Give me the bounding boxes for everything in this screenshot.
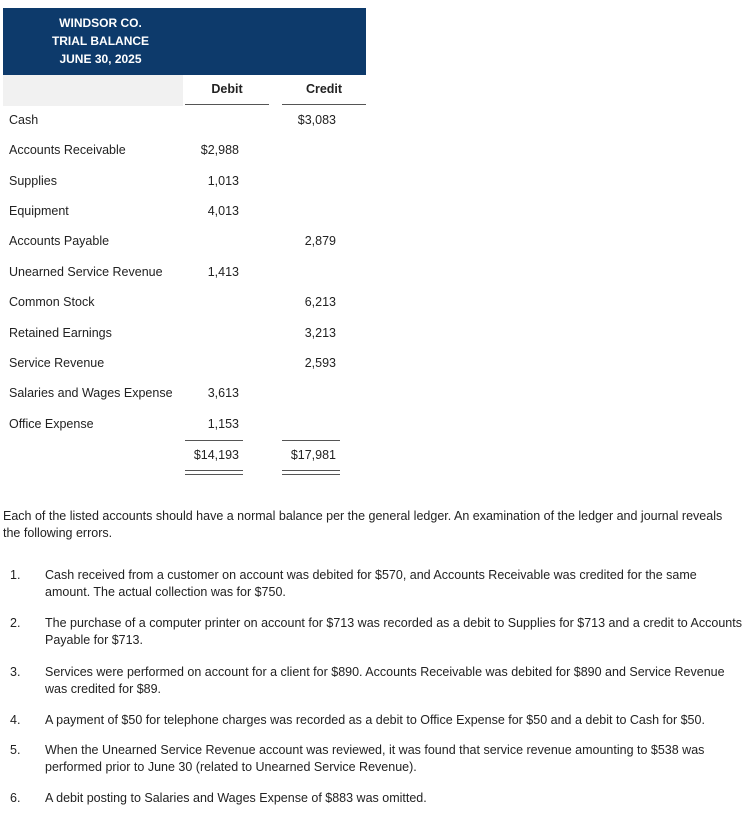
company-name: WINDSOR CO. bbox=[59, 16, 142, 30]
debit-amount: 1,013 bbox=[207, 174, 239, 188]
credit-amount: $3,083 bbox=[297, 113, 336, 127]
debit-double-rule bbox=[185, 470, 243, 475]
credit-amount: 2,879 bbox=[304, 234, 336, 248]
account-name: Cash bbox=[9, 113, 39, 127]
account-name: Service Revenue bbox=[9, 356, 105, 370]
error-text: Cash received from a customer on account was debited for $570, and Accounts Receivable was credited for the same amount. The actual collection was for $750. bbox=[45, 568, 697, 599]
debit-column-header: Debit bbox=[211, 82, 243, 96]
debit-amount: $2,988 bbox=[200, 143, 239, 157]
account-name: Equipment bbox=[9, 204, 69, 218]
error-text: A debit posting to Salaries and Wages Expense of $883 was omitted. bbox=[45, 791, 427, 805]
error-number: 5. bbox=[10, 743, 21, 757]
account-name: Accounts Receivable bbox=[9, 143, 126, 157]
credit-total: $17,981 bbox=[290, 448, 336, 462]
account-row bbox=[0, 417, 370, 437]
account-row bbox=[0, 326, 370, 346]
credit-column-header: Credit bbox=[305, 82, 343, 96]
error-number: 2. bbox=[10, 616, 21, 630]
account-row bbox=[0, 143, 370, 163]
account-name: Common Stock bbox=[9, 295, 95, 309]
account-name: Supplies bbox=[9, 174, 57, 188]
account-row bbox=[0, 386, 370, 406]
credit-amount: 6,213 bbox=[304, 295, 336, 309]
account-name: Office Expense bbox=[9, 417, 94, 431]
error-number: 6. bbox=[10, 791, 21, 805]
debit-amount: 3,613 bbox=[207, 386, 239, 400]
debit-header-rule bbox=[185, 104, 269, 105]
errors-intro: Each of the listed accounts should have a normal balance per the general ledger. An examination of the ledger and journal reveals the following errors. bbox=[3, 509, 723, 540]
account-row bbox=[0, 174, 370, 194]
account-row bbox=[0, 265, 370, 285]
error-number: 3. bbox=[10, 665, 21, 679]
credit-total-rule bbox=[282, 440, 340, 441]
statement-title: TRIAL BALANCE bbox=[51, 34, 150, 48]
credit-header-rule bbox=[282, 104, 366, 105]
error-text: The purchase of a computer printer on account for $713 was recorded as a debit to Supplies for $713 and a credit to Accounts Payable for $713. bbox=[45, 616, 742, 647]
debit-amount: 1,413 bbox=[207, 265, 239, 279]
error-text: When the Unearned Service Revenue account was reviewed, it was found that service revenue amounting to $538 was performed prior to June 30 (related to Unearned Service Revenue). bbox=[45, 743, 705, 774]
debit-amount: 4,013 bbox=[207, 204, 239, 218]
account-column-band bbox=[3, 75, 183, 106]
account-row bbox=[0, 295, 370, 315]
trial-balance-header bbox=[3, 8, 366, 75]
account-name: Retained Earnings bbox=[9, 326, 112, 340]
totals-row bbox=[0, 448, 370, 468]
error-text: Services were performed on account for a client for $890. Accounts Receivable was debited for $890 and Service Revenue was credited for $89. bbox=[45, 665, 725, 696]
debit-total-rule bbox=[185, 440, 243, 441]
credit-double-rule bbox=[282, 470, 340, 475]
credit-amount: 3,213 bbox=[304, 326, 336, 340]
account-row bbox=[0, 204, 370, 224]
account-name: Unearned Service Revenue bbox=[9, 265, 163, 279]
debit-amount: 1,153 bbox=[207, 417, 239, 431]
error-number: 1. bbox=[10, 568, 21, 582]
account-name: Salaries and Wages Expense bbox=[9, 386, 173, 400]
account-name: Accounts Payable bbox=[9, 234, 110, 248]
error-number: 4. bbox=[10, 713, 21, 727]
debit-total: $14,193 bbox=[193, 448, 239, 462]
credit-amount: 2,593 bbox=[304, 356, 336, 370]
account-row bbox=[0, 113, 370, 133]
account-row bbox=[0, 356, 370, 376]
statement-date: JUNE 30, 2025 bbox=[59, 52, 142, 66]
error-text: A payment of $50 for telephone charges was recorded as a debit to Office Expense for $50 and a debit to Cash for $50. bbox=[45, 713, 705, 727]
account-row bbox=[0, 234, 370, 254]
